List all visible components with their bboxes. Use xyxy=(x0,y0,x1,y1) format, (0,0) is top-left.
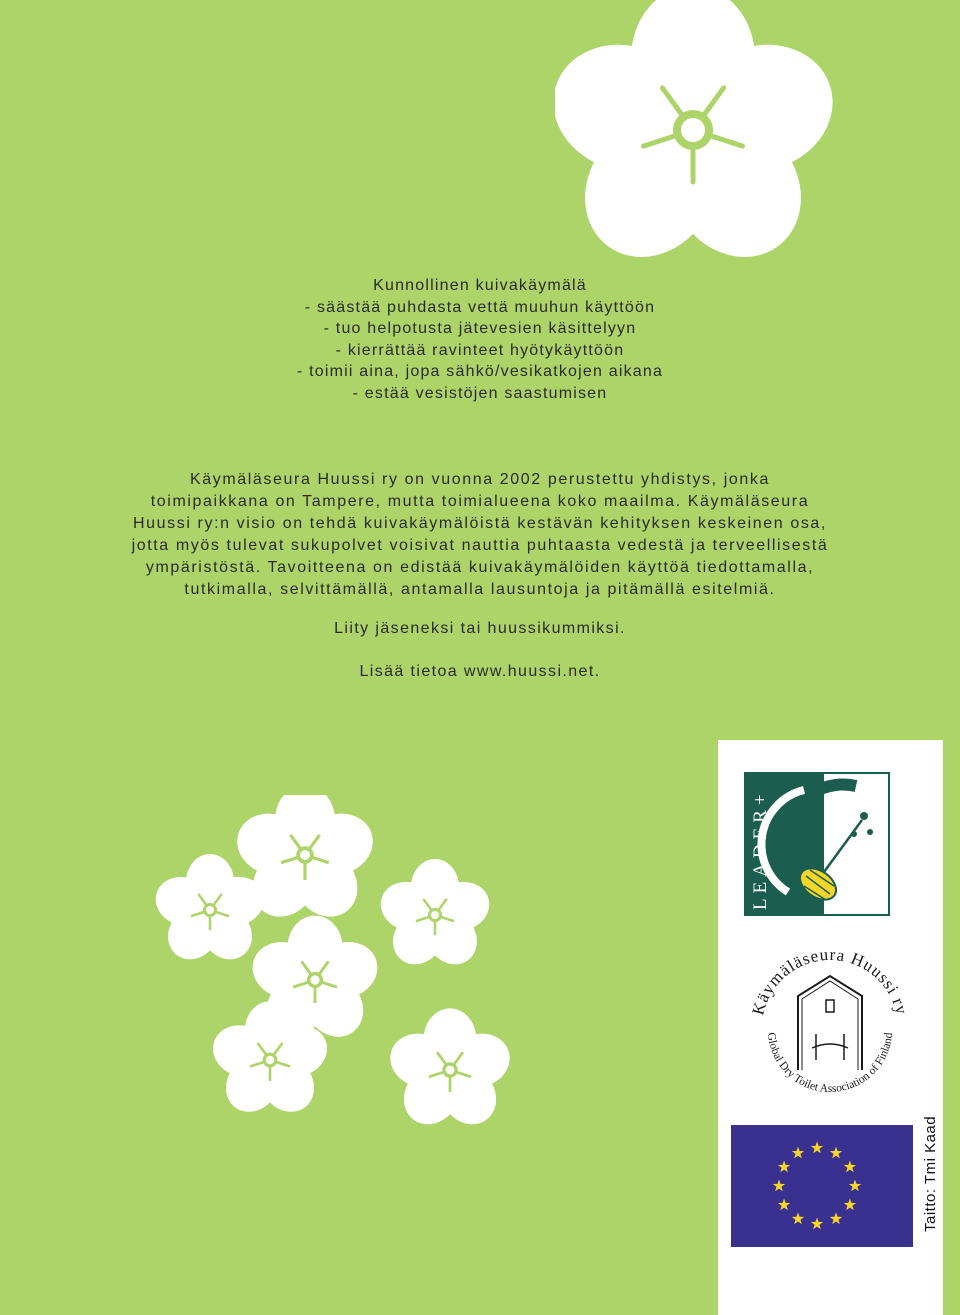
list-item: - säästää puhdasta vettä muuhun käyttöön xyxy=(304,298,656,316)
leader-logo-text: LEADER+ xyxy=(750,789,771,910)
leader-plus-logo xyxy=(744,772,890,916)
huussi-association-seal xyxy=(740,930,920,1110)
list-heading: Kunnollinen kuivakäymälä xyxy=(373,277,587,294)
list-item: - toimii aina, jopa sähkö/vesikatkojen aikana xyxy=(296,363,664,380)
eu-flag-logo xyxy=(731,1125,913,1247)
benefits-list xyxy=(0,275,960,404)
association-description xyxy=(0,469,960,601)
svg-text:Global Dry Toilet Association xyxy=(765,1032,895,1095)
seal-bottom-text: Global Dry Toilet Association of Finland xyxy=(764,1031,895,1096)
paragraph-line: ympäristöstä. Tavoitteena on edistää kuivakäymälöiden käyttöä tiedottamalla, xyxy=(145,559,815,576)
more-info-text: Lisää tietoa www.huussi.net. xyxy=(359,663,601,680)
join-text: Liity jäseneksi tai huussikummiksi. xyxy=(334,620,626,637)
seal-top-text: Käymäläseura Huussi ry xyxy=(748,944,912,1018)
paragraph-line: Käymäläseura Huussi ry on vuonna 2002 perustettu yhdistys, jonka xyxy=(189,471,770,488)
paragraph-line: toimipaikkana on Tampere, mutta toimialueena koko maailma. Käymäläseura xyxy=(150,493,810,510)
list-item: - tuo helpotusta jätevesien käsittelyyn xyxy=(323,320,637,337)
paragraph-line: tutkimalla, selvittämällä, antamalla lausuntoja ja pitämällä esitelmiä. xyxy=(184,581,776,598)
flower-cluster-decoration xyxy=(150,795,530,1130)
logo-panel xyxy=(718,740,943,1315)
list-item: - estää vesistöjen saastumisen xyxy=(352,384,608,402)
layout-credit: Taitto: Tmi Kaad xyxy=(922,1115,939,1232)
list-item: - kierrättää ravinteet hyötykäyttöön xyxy=(335,341,625,359)
paragraph-line: jotta myös tulevat sukupolvet voisivat nauttia puhtaasta vedestä ja terveellisestä xyxy=(131,537,829,554)
paragraph-line: Huussi ry:n visio on tehdä kuivakäymälöistä kestävän kehityksen keskeinen osa, xyxy=(133,515,827,532)
large-flower-decoration xyxy=(555,0,885,260)
